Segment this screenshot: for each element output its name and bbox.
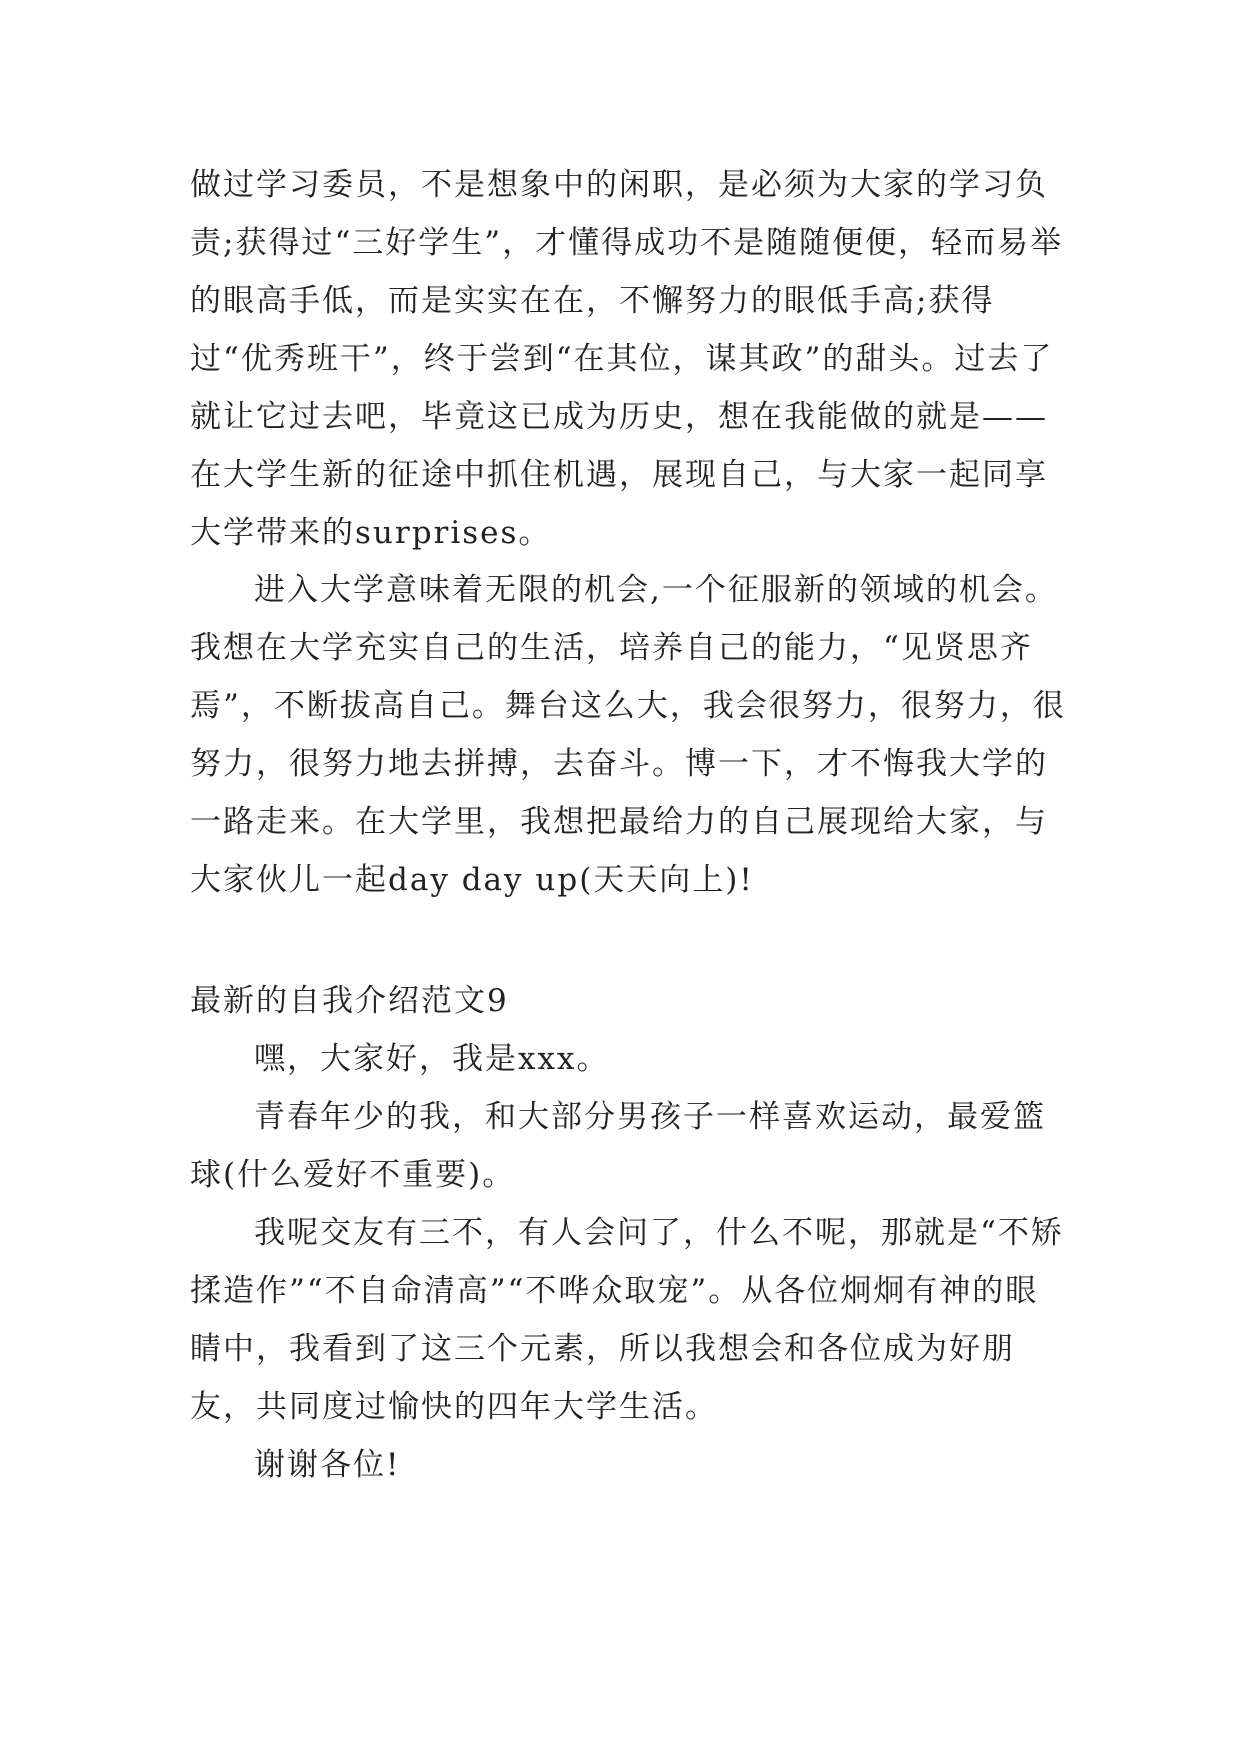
paragraph-hobby: 青春年少的我，和大部分男孩子一样喜欢运动，最爱篮球(什么爱好不重要)。 bbox=[190, 1099, 1046, 1193]
paragraph-thanks: 谢谢各位! bbox=[254, 1447, 401, 1483]
paragraph-greeting: 嘿，大家好，我是xxx。 bbox=[254, 1041, 610, 1077]
section-title: 最新的自我介绍范文9 bbox=[190, 983, 509, 1019]
continued-paragraph: 做过学习委员，不是想象中的闲职，是必须为大家的学习负责;获得过“三好学生”，才懂得成功不是随随便便，轻而易举的眼高手低，而是实实在在，不懈努力的眼低手高;获得过“优秀班干”，终于尝到“在其位，谋其政”的甜头。过去了就让它过去吧，毕竟这已成为历史，想在我能做的就是——在大学生新的征途中抓住机遇，展现自己，与大家一起同享大学带来的surprises。 bbox=[190, 167, 1064, 551]
paragraph-university-opportunity: 进入大学意味着无限的机会,一个征服新的领域的机会。我想在大学充实自己的生活，培养自己的能力，“见贤思齐焉”，不断拔高自己。舞台这么大，我会很努力，很努力，很努力，很努力地去拼搏，去奋斗。博一下，才不悔我大学的一路走来。在大学里，我想把最给力的自己展现给大家，与大家伙儿一起day day up(天天向上)! bbox=[190, 572, 1066, 898]
paragraph-friendship: 我呢交友有三不，有人会问了，什么不呢，那就是“不矫揉造作”“不自命清高”“不哗众取宠”。从各位炯炯有神的眼睛中，我看到了这三个元素，所以我想会和各位成为好朋友，共同度过愉快的四年大学生活。 bbox=[190, 1215, 1064, 1425]
